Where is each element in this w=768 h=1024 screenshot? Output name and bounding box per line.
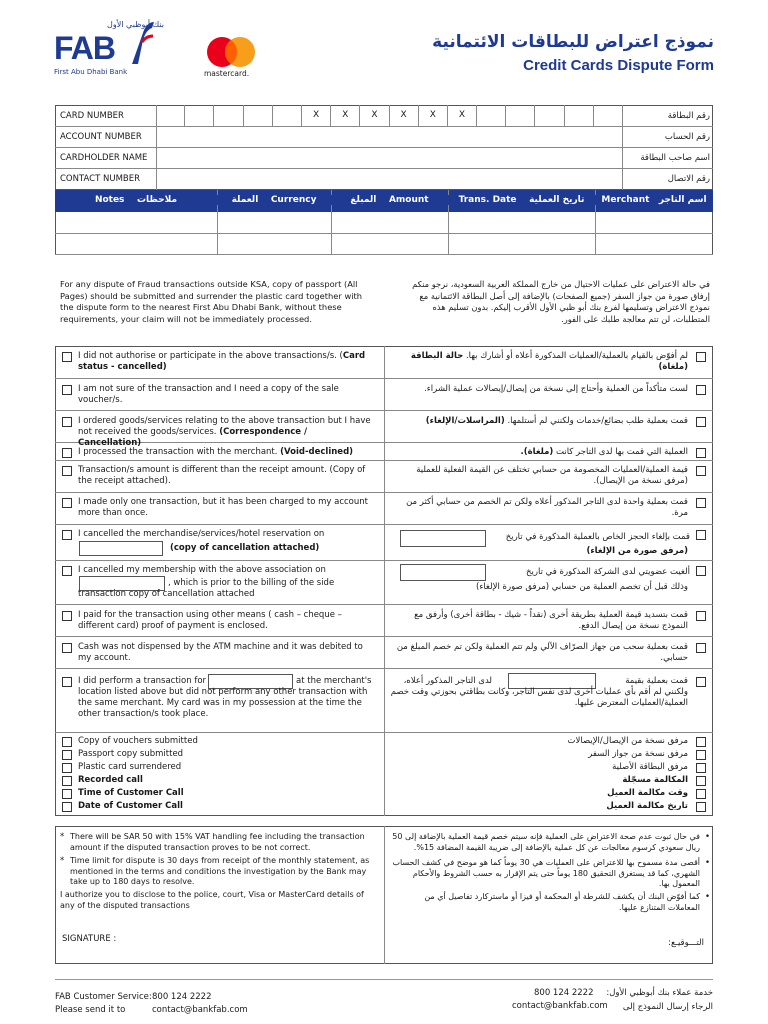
reason-4-checkbox[interactable] [62, 448, 72, 458]
attachment-checkbox[interactable] [62, 763, 72, 773]
attachment-label-ar: وقت مكالمة العميل [607, 788, 688, 798]
attachment-checkbox-ar[interactable] [696, 750, 706, 760]
attachment-checkbox[interactable] [62, 776, 72, 786]
membership-date-input-ar[interactable] [400, 564, 486, 581]
term-1-text: There will be SAR 50 with 15% VAT handling fee including the transaction amount if the disputed transaction proves to be not correct. [70, 832, 365, 852]
reason-1-text: I did not authorise or participate in the above transactions/s. (Card status - cancelled) [78, 351, 366, 372]
footer-send-label: Please send it to [55, 1005, 126, 1015]
field-label-cardholder-name-ar: اسم صاحب البطاقة [640, 153, 710, 163]
col-header-currency: العملة Currency [217, 195, 331, 205]
reason-7-text: I cancelled the merchandise/services/hotel reservation on [78, 529, 325, 539]
reason-1-text-ar: لم أفوّض بالقيام بالعملية/العمليات المذكورة أعلاه أو أشارك بها. حالة البطاقة (ملغاة) [410, 351, 688, 372]
footer-phone-ar[interactable]: 800 124 2222 [534, 988, 594, 998]
card-number-input[interactable] [156, 105, 622, 126]
card-mask-x: X [448, 105, 477, 126]
attachment-label: Passport copy submitted [78, 749, 184, 759]
reason-3-text: I ordered goods/services relating to the above transaction but I have not received the goods/services. (Correspondence / Cancellation) [78, 416, 371, 448]
footer-email-ar[interactable]: contact@bankfab.com [512, 1001, 608, 1011]
cancellation-date-input-ar[interactable] [400, 530, 486, 547]
reason-4-text: I processed the transaction with the merchant. (Void-declined) [78, 447, 354, 457]
attachment-label-ar: مرفق نسخة من الإيصال/الإيصالات [567, 736, 688, 746]
reason-row-divider [55, 524, 713, 525]
reason-11-text: I did perform a transaction for [78, 676, 207, 686]
reason-9-text-ar: قمت بتسديد قيمة العملية بطريقة أخرى (نقداً - شيك - بطاقة أخرى) وأرفق مع النموذج نسخة من إيصال الدفع. [414, 610, 688, 631]
attachment-checkbox[interactable] [62, 750, 72, 760]
reason-10-checkbox-ar[interactable] [696, 643, 706, 653]
reason-2-checkbox-ar[interactable] [696, 385, 706, 395]
reason-5-text: Transaction/s amount is different than the receipt amount. (Copy of the receipt attached). [78, 465, 366, 486]
col-header-merchant: Merchant اسم التاجر [595, 195, 713, 205]
fab-logo-mark [126, 20, 156, 66]
reason-6-text-ar: قمت بعملية واحدة لدى التاجر المذكور أعلاه ولكن تم الخصم من حسابي أكثر من مرة. [406, 497, 688, 518]
footer-service-label: FAB Customer Service: [55, 992, 152, 1002]
reason-1-checkbox[interactable] [62, 352, 72, 362]
reason-8-tail: , which is prior to the billing of the side transaction copy of cancellation attached [78, 578, 335, 599]
transaction-table [55, 190, 713, 255]
term-2-bullet-ar: • [705, 858, 711, 868]
reason-row-divider [55, 732, 713, 733]
cancellation-date-input[interactable] [79, 541, 163, 556]
term-2-bullet: * [60, 856, 65, 866]
footer-email[interactable]: contact@bankfab.com [152, 1005, 248, 1015]
reason-3-checkbox-ar[interactable] [696, 417, 706, 427]
table-row[interactable] [55, 233, 713, 254]
term-3-text: I authorize you to disclose to the police, court, Visa or MasterCard details of any of the disputed transactions [60, 890, 364, 910]
contact-number-input[interactable] [157, 169, 621, 189]
card-mask-x: X [302, 105, 331, 126]
reason-7-bold-ar: (مرفق صورة من الإلغاء) [586, 546, 688, 556]
term-1-bullet-ar: • [705, 832, 711, 842]
reason-10-text: Cash was not dispensed by the ATM machine and it was debited to my account. [78, 642, 363, 663]
reason-7-bold: (copy of cancellation attached) [170, 543, 320, 553]
fab-logo-subtitle: First Abu Dhabi Bank [54, 68, 128, 76]
reason-7-text-ar: قمت بإلغاء الحجز الخاص بالعملية المذكورة في تاريخ [505, 532, 690, 542]
term-2-text-ar: أقصى مدة مسموح بها للاعتراض على العمليات هي 30 يوماً كما هو موضح في كشف الحساب الشهري، كما قد يستغرق التحقيق 180 يوماً حتى يتم الإقرار به حسب الشروط والأحكام المعمول بها. [392, 858, 700, 888]
attachment-checkbox[interactable] [62, 802, 72, 812]
attachment-label: Copy of vouchers submitted [78, 736, 198, 746]
mastercard-logo [200, 36, 262, 80]
reason-5-checkbox-ar[interactable] [696, 466, 706, 476]
card-mask-x: X [331, 105, 360, 126]
reason-8-text-ar: ألغيت عضويتي لدى الشركة المذكورة في تاريخ [526, 567, 690, 577]
reason-row-divider [55, 604, 713, 605]
reason-row-divider [55, 378, 713, 379]
fab-logo-text: FAB [54, 30, 115, 66]
title-english: Credit Cards Dispute Form [523, 57, 714, 74]
field-label-account-number: ACCOUNT NUMBER [60, 132, 142, 142]
field-label-card-number: CARD NUMBER [60, 111, 124, 121]
reason-row-divider [55, 410, 713, 411]
field-label-account-number-ar: رقم الحساب [664, 132, 710, 142]
attachment-label: Plastic card surrendered [78, 762, 182, 772]
col-header-trans-date: Trans. Date تاريخ العملية [448, 195, 595, 205]
reason-1-checkbox-ar[interactable] [696, 352, 706, 362]
attachment-label: Date of Customer Call [78, 801, 183, 811]
signature-label-ar: التـــوقيـع: [668, 938, 704, 948]
attachment-label-ar: تاريخ مكالمة العميل [606, 801, 688, 811]
reason-9-checkbox-ar[interactable] [696, 611, 706, 621]
reason-row-divider [55, 668, 713, 669]
term-1-text-ar: في حال ثبوت عدم صحة الاعتراض على العملية فإنه سيتم خصم قيمة العملية بالإضافة إلى 50 ريال سعودي كرسوم معالجات عن كل عملية بالإضافة إلى ضريبة القيمة المضافة 15%. [392, 832, 700, 852]
mastercard-circles-icon [202, 36, 260, 68]
reason-10-checkbox[interactable] [62, 643, 72, 653]
fraud-note-english: For any dispute of Fraud transactions outside KSA, copy of passport (All Pages) should be submitted and surrender the plastic card together with the dispute form to the nearest First Abu Dhabi Bank, without these requirements, your claim will not be immediately processed. [60, 279, 363, 324]
attachment-checkbox-ar[interactable] [696, 789, 706, 799]
reason-10-text-ar: قمت بعملية سحب من جهاز الصرّاف الآلي ولم تتم العملية ولكن تم خصم المبلغ من حسابي. [396, 642, 688, 663]
signature-label: SIGNATURE : [62, 934, 117, 944]
col-header-notes: Notes ملاحظات [55, 195, 217, 205]
reason-6-checkbox-ar[interactable] [696, 498, 706, 508]
attachment-checkbox-ar[interactable] [696, 802, 706, 812]
fab-logo [54, 20, 164, 80]
reason-8-checkbox[interactable] [62, 566, 72, 576]
reason-2-checkbox[interactable] [62, 385, 72, 395]
reason-row-divider [55, 460, 713, 461]
term-3-text-ar: كما أفوّض البنك أن يكشف للشرطة أو المحكمة أو فيزا أو ماستركارد تفاصيل أي من المعاملات المتنازع عليها. [424, 892, 700, 912]
attachment-checkbox-ar[interactable] [696, 776, 706, 786]
footer-send-label-ar: الرجاء إرسال النموذج إلى [622, 1002, 713, 1012]
reason-11-tail-ar: لدى التاجر المذكور أعلاه، ولكنني لم أقم بأي عمليات أخرى لدى نفس التاجر، وكانت بطاقتي بحوزتي وقت خصم العملية/العمليات المعترض عليها. [390, 676, 688, 708]
reason-row-divider [55, 492, 713, 493]
field-label-cardholder-name: CARDHOLDER NAME [60, 153, 148, 163]
field-label-contact-number-ar: رقم الاتصال [667, 174, 710, 184]
card-mask-x: X [360, 105, 389, 126]
term-2-text: Time limit for dispute is 30 days from receipt of the monthly statement, as mentioned in the terms and conditions the investigation by the Bank may take up to 180 days to resolve. [70, 856, 370, 886]
attachment-label-ar: المكالمة مسجّلة [622, 775, 688, 785]
card-mask-x: X [419, 105, 448, 126]
reason-11-tail: at the merchant's location listed above but did not perform any other transaction with the same merchant. My card was in my possession at the time the other transaction/s took place. [78, 676, 372, 719]
reason-11-text-ar: قمت بعملية بقيمة [625, 676, 688, 686]
signature-field[interactable] [120, 928, 375, 948]
field-label-card-number-ar: رقم البطاقة [667, 111, 710, 121]
attachment-label-ar: مرفق البطاقة الأصلية [612, 762, 688, 772]
attachment-label-ar: مرفق نسخة من جواز السفر [588, 749, 688, 759]
attachment-checkbox[interactable] [62, 737, 72, 747]
card-mask-x: X [390, 105, 419, 126]
account-number-input[interactable] [157, 127, 621, 147]
footer-divider [55, 979, 713, 980]
fab-logo-arabic: بنك أبوظبي الأول [107, 20, 164, 29]
attachment-checkbox[interactable] [62, 789, 72, 799]
mastercard-wordmark: mastercard. [204, 69, 250, 78]
reason-8-checkbox-ar[interactable] [696, 566, 706, 576]
reason-6-text: I made only one transaction, but it has been charged to my account more than once. [78, 497, 368, 518]
reason-5-checkbox[interactable] [62, 466, 72, 476]
attachment-label: Recorded call [78, 775, 143, 785]
reason-2-text: I am not sure of the transaction and I need a copy of the sale voucher/s. [78, 384, 339, 405]
reason-3-text-ar: قمت بعملية طلب بضائع/خدمات ولكنني لم أستلمها. (المراسلات/الإلغاء) [425, 416, 688, 426]
reason-4-checkbox-ar[interactable] [696, 448, 706, 458]
attachment-checkbox-ar[interactable] [696, 763, 706, 773]
reason-11-checkbox[interactable] [62, 677, 72, 687]
reason-3-checkbox[interactable] [62, 417, 72, 427]
attachment-checkbox-ar[interactable] [696, 737, 706, 747]
table-row[interactable] [55, 212, 713, 233]
reason-6-checkbox[interactable] [62, 498, 72, 508]
reason-7-checkbox-ar[interactable] [696, 530, 706, 540]
reason-8-tail-ar: وذلك قبل أن تخصم العملية من حسابي (مرفق صورة الإلغاء) [476, 582, 688, 592]
reason-11-checkbox-ar[interactable] [696, 677, 706, 687]
fraud-note-arabic: في حالة الاعتراض على عمليات الاحتيال من خارج المملكة العربية السعودية، نرجو منكم إرفاق صورة من جواز السفر (جميع الصفحات) بالإضافة إلى أصل البطاقة الائتمانية مع نموذج الاعتراض وتسليمها لفرع بنك أبو ظبي الأول الأقرب إليكم. بدون تسليم هذه المتطلبات، لن تتم معالجة طلبك على الفور. [412, 279, 710, 324]
reason-4-text-ar: العملية التي قمت بها لدى التاجر كانت (ملغاة). [520, 447, 688, 457]
reason-row-divider [55, 636, 713, 637]
signature-field-ar[interactable] [392, 930, 592, 950]
reason-5-text-ar: قيمة العملية/العمليات المخصومة من حسابي تختلف عن القيمة الفعلية للعملية (مرفق نسخة من الإيصال). [416, 465, 688, 486]
reason-row-divider [55, 560, 713, 561]
title-arabic: نموذج اعتراض للبطاقات الائتمانية [432, 32, 714, 52]
footer-service-label-ar: خدمة عملاء بنك أبوظبي الأول: [606, 988, 713, 998]
reason-8-text: I cancelled my membership with the above association on [78, 565, 326, 575]
field-label-contact-number: CONTACT NUMBER [60, 174, 141, 184]
attachment-label: Time of Customer Call [78, 788, 184, 798]
term-1-bullet: * [60, 832, 65, 842]
col-header-amount: المبلغ Amount [331, 195, 448, 205]
reason-9-text: I paid for the transaction using other means ( cash – cheque – different card) proof of payment is enclosed. [78, 610, 342, 631]
cardholder-name-input[interactable] [157, 148, 621, 168]
reason-2-text-ar: لست متأكداً من العملية وأحتاج إلى نسخة من إيصال/إيصالات عملية الشراء. [424, 384, 688, 394]
reason-9-checkbox[interactable] [62, 611, 72, 621]
footer-phone[interactable]: 800 124 2222 [152, 992, 212, 1002]
reason-7-checkbox[interactable] [62, 530, 72, 540]
term-3-bullet-ar: • [705, 892, 711, 902]
